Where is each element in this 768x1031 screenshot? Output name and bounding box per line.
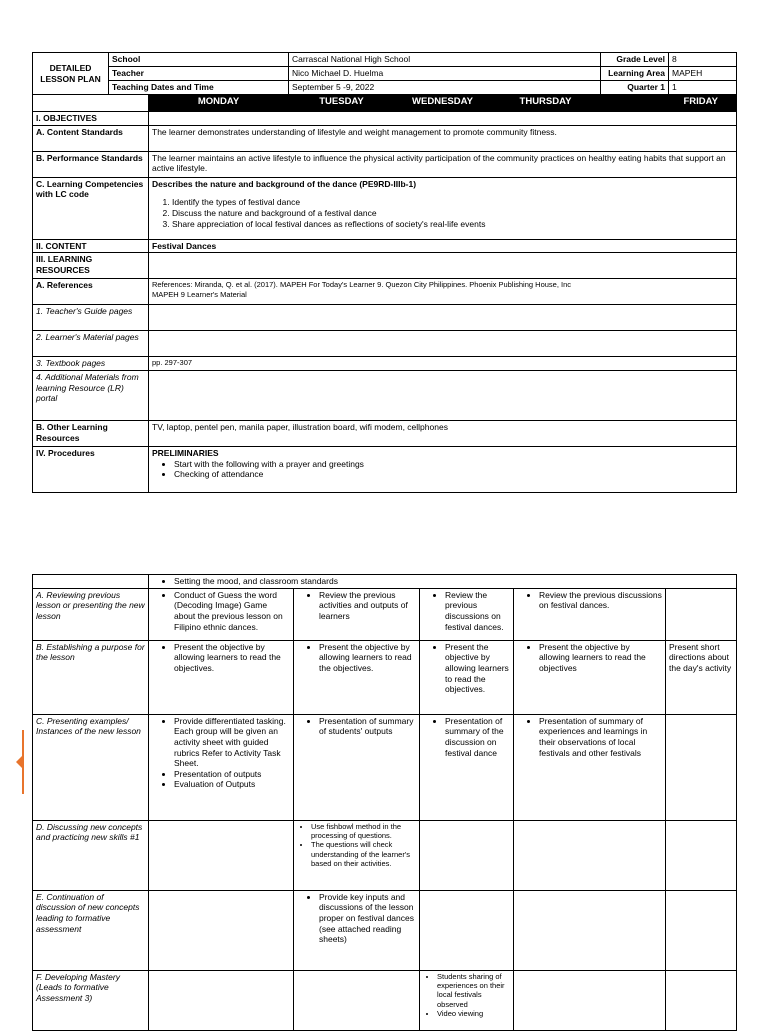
c-monday-item: • Presentation of outputs: [174, 769, 290, 780]
day-header-thursday: THURSDAY: [491, 95, 601, 112]
references-cell: [149, 279, 737, 305]
plan-title: DETAILED LESSON PLAN: [33, 53, 109, 95]
b-friday: Present short directions about the day's activity: [666, 640, 737, 714]
mood-cell: [149, 575, 737, 589]
bookmark-tab-icon[interactable]: [22, 730, 30, 794]
row-label-c: C. Presenting examples/ Instances of the new lesson: [33, 714, 149, 820]
c-tuesday: [294, 714, 420, 820]
c-tuesday-item: • Presentation of summary of students' outputs: [319, 716, 416, 737]
performance-standards-label: B. Performance Standards: [33, 151, 149, 177]
day-header-friday: FRIDAY: [601, 95, 737, 112]
learning-resources-label: III. LEARNING RESOURCES: [33, 253, 149, 279]
a-wednesday: [420, 588, 514, 640]
e-wednesday: [420, 890, 514, 970]
row-label-f: F. Developing Mastery (Leads to formative Assessment 3): [33, 970, 149, 1030]
lc-list: [152, 197, 733, 229]
lc-item: 1. Identify the types of festival dance: [172, 197, 733, 208]
teacher-label: Teacher: [109, 67, 289, 81]
f-friday: [666, 970, 737, 1030]
a-wednesday-item: • Review the previous discussions on festival dances.: [445, 590, 510, 633]
row-label-d: D. Discussing new concepts and practicing new skills #1: [33, 820, 149, 890]
learners-material-label: 2. Learner's Material pages: [33, 331, 149, 357]
content-standards-text: The learner demonstrates understanding of lifestyle and weight management to promote community fitness.: [149, 125, 737, 151]
reference-1: References: Miranda, Q. et al. (2017). MAPEH For Today's Learner 9. Quezon City Philippines. Phoenix Publishing House, Inc: [152, 280, 572, 290]
teacher-value: Nico Michael D. Huelma: [289, 67, 601, 81]
school-value: Carrascal National High School: [289, 53, 601, 67]
b-monday-item: • Present the objective by allowing learners to read the objectives.: [174, 642, 290, 674]
d-tuesday-item: • The questions will check understanding of the learner's based on their activities.: [311, 840, 416, 868]
preliminaries-title: PRELIMINARIES: [152, 447, 219, 458]
reference-2: MAPEH 9 Learner's Material: [152, 289, 247, 299]
other-resources-value: TV, laptop, pentel pen, manila paper, illustration board, wifi modem, cellphones: [149, 420, 737, 446]
content-label: II. CONTENT: [33, 239, 149, 253]
grade-value: 8: [669, 53, 737, 67]
b-wednesday: [420, 640, 514, 714]
d-tuesday: [294, 820, 420, 890]
row-label-b: B. Establishing a purpose for the lesson: [33, 640, 149, 714]
dates-label: Teaching Dates and Time: [109, 81, 289, 95]
day-header-wednesday: WEDNESDAY: [395, 95, 491, 112]
d-tuesday-item: • Use fishbowl method in the processing of questions.: [311, 822, 416, 841]
d-wednesday: [420, 820, 514, 890]
dates-value: September 5 -9, 2022: [289, 81, 601, 95]
performance-standards-text: The learner maintains an active lifestyle to influence the physical activity participation of the community practices on healthy eating habits that support an active lifestyle.: [149, 151, 737, 177]
d-monday: [149, 820, 294, 890]
learning-competencies-cell: [149, 177, 737, 239]
preliminary-item: • Start with the following with a prayer and greetings: [174, 459, 733, 470]
a-friday: [666, 588, 737, 640]
f-thursday: [514, 970, 666, 1030]
textbook-pages-value: pp. 297-307: [149, 357, 737, 371]
c-monday-item: • Evaluation of Outputs: [174, 779, 290, 790]
a-tuesday-item: • Review the previous activities and outputs of learners: [319, 590, 416, 622]
lesson-plan-table-page2: [32, 574, 737, 1031]
a-monday: [149, 588, 294, 640]
c-wednesday: [420, 714, 514, 820]
e-tuesday: [294, 890, 420, 970]
f-monday: [149, 970, 294, 1030]
f-wednesday-item: • Students sharing of experiences on their local festivals observed: [437, 972, 510, 1010]
content-value: Festival Dances: [149, 239, 737, 253]
c-monday-item: • Provide differentiated tasking. Each group will be given an activity sheet with guided rubrics Refer to Activity Task Sheet.: [174, 716, 290, 769]
d-friday: [666, 820, 737, 890]
area-label: Learning Area: [601, 67, 669, 81]
d-thursday: [514, 820, 666, 890]
a-thursday: [514, 588, 666, 640]
row-label-e: E. Continuation of discussion of new concepts leading to formative assessment: [33, 890, 149, 970]
quarter-label: Quarter 1: [601, 81, 669, 95]
c-thursday-item: • Presentation of summary of experiences and learnings in their observations of local festivals and other festivals: [539, 716, 662, 759]
textbook-pages-label: 3. Textbook pages: [33, 357, 149, 371]
preliminaries-cell: [149, 446, 737, 492]
quarter-value: 1: [669, 81, 737, 95]
a-thursday-item: • Review the previous discussions on festival dances.: [539, 590, 662, 611]
b-wednesday-item: • Present the objective by allowing learners to read the objectives.: [445, 642, 510, 695]
additional-materials-label: 4. Additional Materials from learning Resource (LR) portal: [33, 370, 149, 420]
b-tuesday-item: • Present the objective by allowing learners to read the objectives.: [319, 642, 416, 674]
c-monday: [149, 714, 294, 820]
objectives-heading: I. OBJECTIVES: [33, 112, 149, 126]
other-resources-label: B. Other Learning Resources: [33, 420, 149, 446]
e-tuesday-item: • Provide key inputs and discussions of the lesson proper on festival dances (see attached reading sheets): [319, 892, 416, 945]
grade-label: Grade Level: [601, 53, 669, 67]
e-monday: [149, 890, 294, 970]
c-wednesday-item: • Presentation of summary of the discussion on festival dance: [445, 716, 510, 759]
row-label-a: A. Reviewing previous lesson or presenting the new lesson: [33, 588, 149, 640]
lc-item: 3. Share appreciation of local festival dances as reflections of society's real-life events: [172, 219, 733, 230]
teachers-guide-label: 1. Teacher's Guide pages: [33, 305, 149, 331]
lc-item: 2. Discuss the nature and background of a festival dance: [172, 208, 733, 219]
mood-item: • Setting the mood, and classroom standards: [174, 576, 733, 587]
references-label: A. References: [33, 279, 149, 305]
school-label: School: [109, 53, 289, 67]
area-value: MAPEH: [669, 67, 737, 81]
f-wednesday: [420, 970, 514, 1030]
b-tuesday: [294, 640, 420, 714]
e-thursday: [514, 890, 666, 970]
learning-competencies-label: C. Learning Competencies with LC code: [33, 177, 149, 239]
c-thursday: [514, 714, 666, 820]
b-monday: [149, 640, 294, 714]
f-tuesday: [294, 970, 420, 1030]
lesson-plan-table-page1: [32, 52, 737, 493]
a-tuesday: [294, 588, 420, 640]
b-thursday-item: • Present the objective by allowing learners to read the objectives: [539, 642, 662, 674]
b-thursday: [514, 640, 666, 714]
e-friday: [666, 890, 737, 970]
f-wednesday-item: • Video viewing: [437, 1009, 510, 1018]
day-header-monday: MONDAY: [149, 95, 289, 112]
preliminary-item: • Checking of attendance: [174, 469, 733, 480]
procedures-label: IV. Procedures: [33, 446, 149, 492]
content-standards-label: A. Content Standards: [33, 125, 149, 151]
c-friday: [666, 714, 737, 820]
day-header-tuesday: TUESDAY: [289, 95, 395, 112]
lc-title: Describes the nature and background of the dance (PE9RD-IIIb-1): [152, 178, 417, 189]
a-monday-item: • Conduct of Guess the word (Decoding Image) Game about the previous lesson on Filipino ethnic dances.: [174, 590, 290, 633]
